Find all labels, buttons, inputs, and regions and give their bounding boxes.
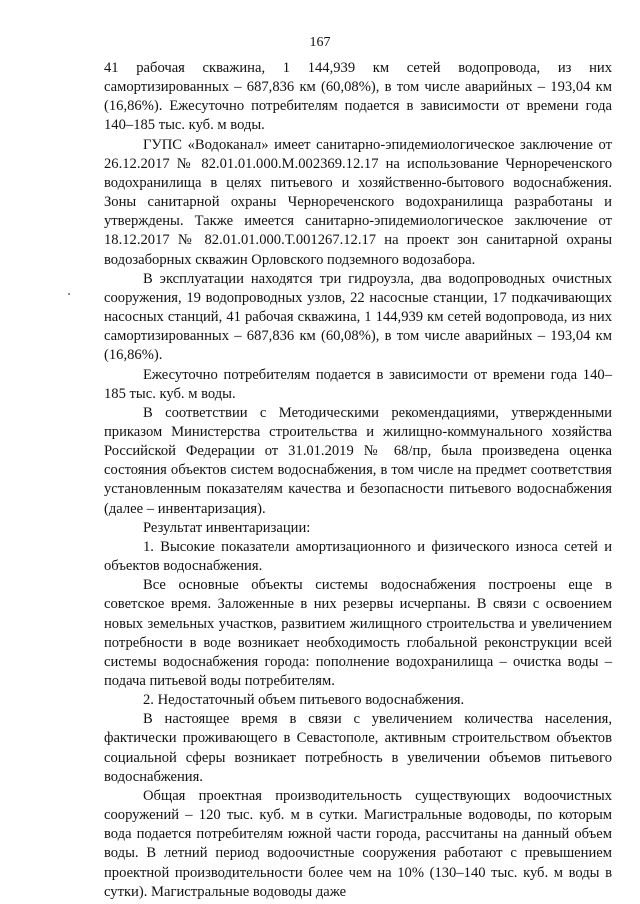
paragraph: Результат инвентаризации: [143,519,311,536]
paragraph: В настоящее время в связи с увеличением количества населения, фактически проживающего в Севастополе, активным строительством объектов социальной сферы возникает потребность в увеличении объемов питьевого водоснабжения. [104,711,612,785]
paragraph: В соответствии с Методическими рекомендациями, утвержденными приказом Министерства строительства и жилищно-коммунального хозяйства Российской Федерации от 31.01.2019 № 68/пр, была произведена оценка состояния объектов систем водоснабжения, в том числе на предмет соответствия установленным показателям качества и безопасности питьевого водоснабжения (далее – инвентаризация). [104,404,612,517]
paragraph: В эксплуатации находятся три гидроузла, два водопроводных очистных сооружения, 19 водопроводных узлов, 22 насосные станции, 17 подкачивающих насосных станций, 41 рабочая скважина, 1 144,939 км сетей водопровода, из них самортизированных – 687,836 км (60,08%), в том числе аварийных – 193,04 км (16,86%). [104,270,612,364]
scan-speck [68,293,70,295]
paragraph: 2. Недостаточный объем питьевого водоснабжения. [143,692,465,709]
paragraph: Ежесуточно потребителям подается в зависимости от времени года 140–185 тыс. куб. м воды. [104,366,612,402]
paragraph: Общая проектная производительность существующих водоочистных сооружений – 120 тыс. куб. м в сутки. Магистральные водоводы, по которым вода подается потребителям южной части города, рассчитаны на данный объем воды. В летний период водоочистные сооружения работают с превышением проектной производительности более чем на 10% (130–140 тыс. куб. м воды в сутки). Магистральные водоводы даже [104,787,612,900]
document-body [104,59,612,902]
paragraph: Все основные объекты системы водоснабжения построены еще в советское время. Заложенные в них резервы исчерпаны. В связи с освоением новых земельных участков, развитием жилищного строительства и увеличением потребности в воде возникает необходимость глобальной реконструкции всей системы водоснабжения города: пополнение водохранилища – очистка воды – подача питьевой воды потребителям. [104,577,612,689]
paragraph: ГУПС «Водоканал» имеет санитарно-эпидемиологическое заключение от 26.12.2017 № 82.01.01.000.М.002369.12.17 на использование Чернореченского водохранилища в целях питьевого и хозяйственно-бытового водоснабжения. Зоны санитарной охраны Чернореченского водохранилища разработаны и утверждены. Также имеется санитарно-эпидемиологическое заключение от 18.12.2017 № 82.01.01.000.Т.001267.12.17 на проект зон санитарной охраны водозаборных скважин Орловского подземного водозабора. [104,136,612,268]
paragraph: 41 рабочая скважина, 1 144,939 км сетей водопровода, из них самортизированных – 687,836 км (60,08%), в том числе аварийных – 193,04 км (16,86%). Ежесуточно потребителям подается в зависимости от времени года 140–185 тыс. куб. м воды. [104,60,612,134]
paragraph: 1. Высокие показатели амортизационного и физического износа сетей и объектов водоснабжения. [104,538,612,575]
page-number: 167 [309,35,331,50]
